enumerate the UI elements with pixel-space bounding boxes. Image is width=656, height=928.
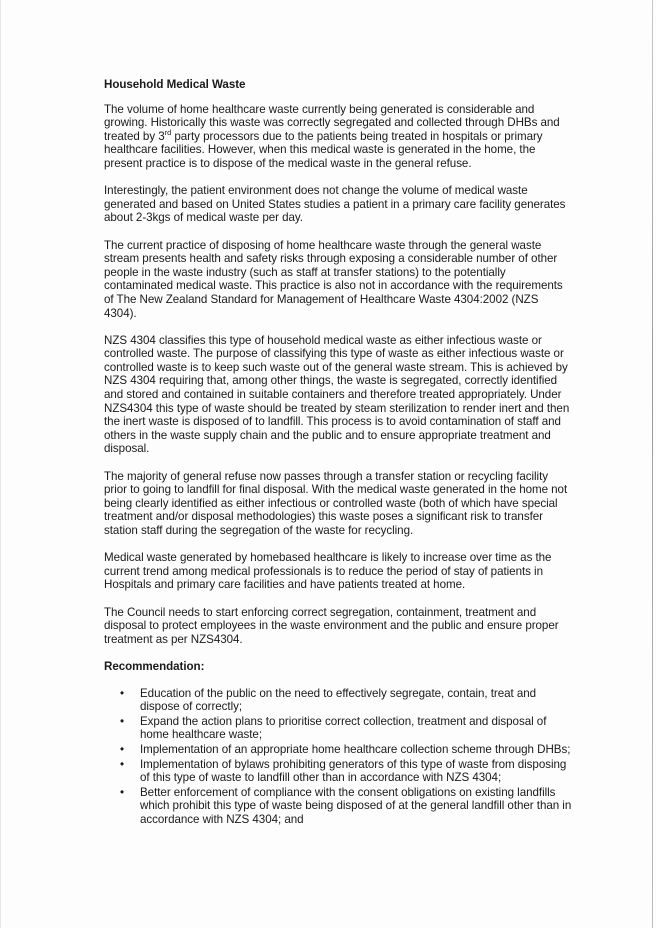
recommendation-list: [104, 687, 574, 827]
list-item: [104, 743, 574, 757]
list-item: [104, 687, 574, 714]
scan-left-edge: [0, 0, 1, 928]
paragraph-1: [104, 103, 574, 171]
paragraph-2: Interestingly, the patient environment does not change the volume of medical waste generated and based on United States studies a patient in a primary care facility generates about 2-3kgs of medical waste per day.: [104, 184, 566, 225]
scan-right-edge: [652, 0, 653, 928]
list-item-text: Expand the action plans to prioritise correct collection, treatment and disposal of home healthcare waste;: [140, 714, 547, 742]
section-heading: Household Medical Waste: [104, 78, 246, 91]
list-item-text: Education of the public on the need to effectively segregate, contain, treat and dispose of correctly;: [140, 686, 537, 714]
bullet-icon: •: [120, 757, 125, 771]
bullet-icon: •: [120, 714, 125, 728]
paragraph-4: NZS 4304 classifies this type of household medical waste as either infectious waste or controlled waste. The purpose of classifying this type of waste as either infectious waste or controlled waste is to keep such waste out of the general waste stream. This is achieved by NZS 4304 requiring that, among other things, the waste is segregated, correctly identified and stored and contained in suitable containers and therefore treated appropriately. Under NZS4304 this type of waste should be treated by steam sterilization to render inert and then the inert waste is disposed of to landfill. This process is to avoid contamination of staff and others in the waste supply chain and the public and to ensure appropriate treatment and disposal.: [104, 333, 570, 456]
paragraph-1-text-a: The volume of home healthcare waste currently being generated is considerable and growing. Historically this waste was correctly segregated and collected through DHBs and treated by 3: [104, 102, 560, 143]
list-item-text: Implementation of bylaws prohibiting generators of this type of waste from disposing of this type of waste to landfill other than in accordance with NZS 4304;: [140, 757, 567, 785]
list-item: [104, 715, 574, 742]
ordinal-superscript: rd: [164, 127, 172, 137]
bullet-icon: •: [120, 742, 125, 756]
paragraph-5: The majority of general refuse now passes through a transfer station or recycling facility prior to going to landfill for final disposal. With the medical waste generated in the home not being clearly identified as either infectious or controlled waste (both of which have special treatment and/or disposal methodologies) this waste poses a significant risk to transfer station staff during the segregation of the waste for recycling.: [104, 469, 568, 537]
paragraph-3: The current practice of disposing of home healthcare waste through the general waste stream presents health and safety risks through exposing a considerable number of other people in the waste industry (such as staff at transfer stations) to the potentially contaminated medical waste. This practice is also not in accordance with the requirements of The New Zealand Standard for Management of Healthcare Waste 4304:2002 (NZS 4304).: [104, 238, 563, 320]
document-body: [104, 78, 574, 827]
list-item-text: Implementation of an appropriate home healthcare collection scheme through DHBs;: [140, 742, 571, 756]
bullet-icon: •: [120, 686, 125, 700]
paragraph-7: The Council needs to start enforcing correct segregation, containment, treatment and disposal to protect employees in the waste environment and the public and ensure proper treatment as per NZS4304.: [104, 605, 559, 646]
paragraph-1-text-b: party processors due to the patients being treated in hospitals or primary healthcare facilities. However, when this medical waste is generated in the home, the present practice is to dispose of the medical waste in the general refuse.: [104, 129, 543, 170]
list-item: [104, 758, 574, 785]
bullet-icon: •: [120, 785, 125, 799]
recommendation-heading: Recommendation:: [104, 659, 205, 673]
paragraph-6: Medical waste generated by homebased healthcare is likely to increase over time as the current trend among medical professionals is to reduce the period of stay of patients in Hospitals and primary care facilities and have patients treated at home.: [104, 551, 552, 592]
list-item: [104, 786, 574, 827]
list-item-text: Better enforcement of compliance with the consent obligations on existing landfills which prohibit this type of waste being disposed of at the general landfill other than in accordance with NZS 4304; and: [140, 785, 572, 826]
